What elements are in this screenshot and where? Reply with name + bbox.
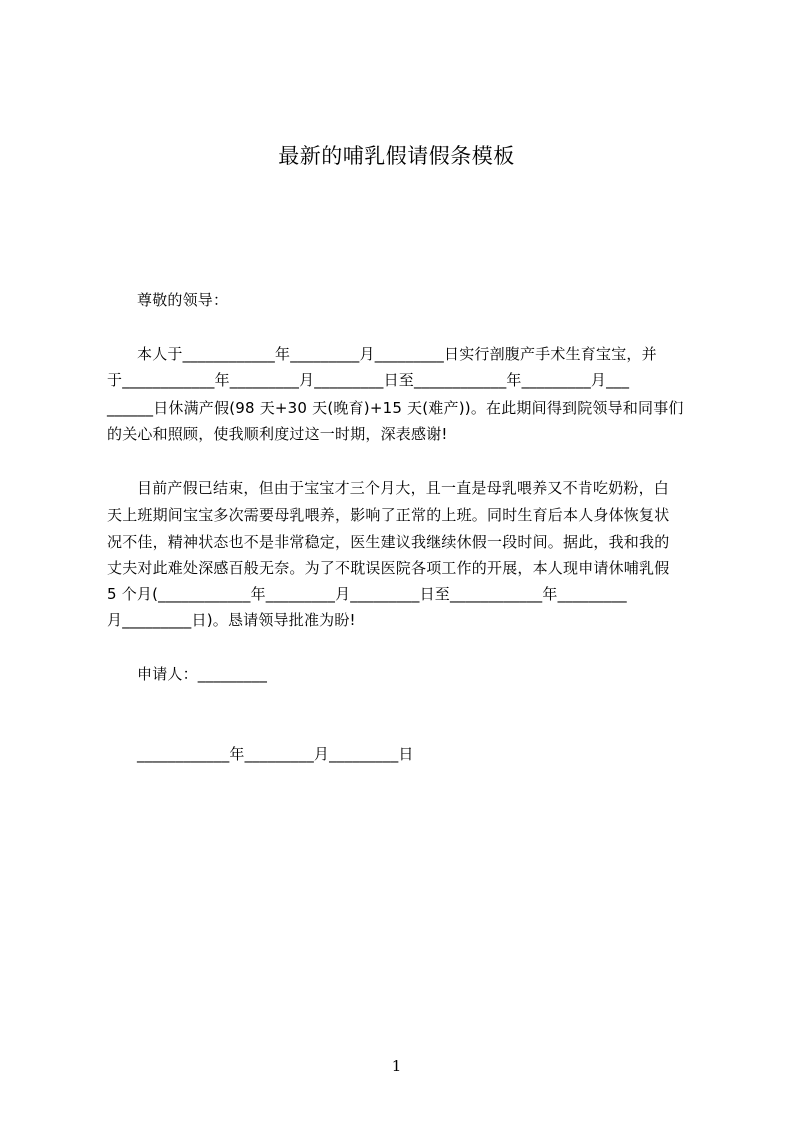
applicant-signature-line: 申请人：_________ <box>137 665 268 683</box>
paragraph-line: 况不佳，精神状态也不是非常稳定，医生建议我继续休假一段时间。据此，我和我的 <box>107 533 670 551</box>
document-title: 最新的哺乳假请假条模板 <box>278 144 515 168</box>
paragraph-line: 天上班期间宝宝多次需要母乳喂养，影响了正常的上班。同时生育后本人身体恢复状 <box>107 506 670 524</box>
paragraph-line: 5 个月(____________年_________月_________日至____________年_________ <box>107 585 627 603</box>
paragraph-line: ______日休满产假(98 天+30 天(晚育)+15 天(难产))。在此期间得到院领导和同事们 <box>107 399 684 417</box>
paragraph-line: 目前产假已结束，但由于宝宝才三个月大，且一直是母乳喂养又不肯吃奶粉，白 <box>137 479 670 497</box>
paragraph-line: 于____________年_________月_________日至____________年_________月___ <box>107 371 630 389</box>
page-number: 1 <box>391 1057 402 1075</box>
paragraph-line: 月_________日)。恳请领导批准为盼! <box>107 611 356 629</box>
paragraph-line: 的关心和照顾，使我顺利度过这一时期，深表感谢! <box>107 425 448 443</box>
salutation: 尊敬的领导： <box>137 291 229 309</box>
paragraph-line: 本人于____________年_________月_________日实行剖腹产手术生育宝宝，并 <box>137 345 657 363</box>
date-line: ____________年_________月_________日 <box>137 745 414 763</box>
paragraph-line: 丈夫对此难处深感百般无奈。为了不耽误医院各项工作的开展，本人现申请休哺乳假 <box>107 559 670 577</box>
